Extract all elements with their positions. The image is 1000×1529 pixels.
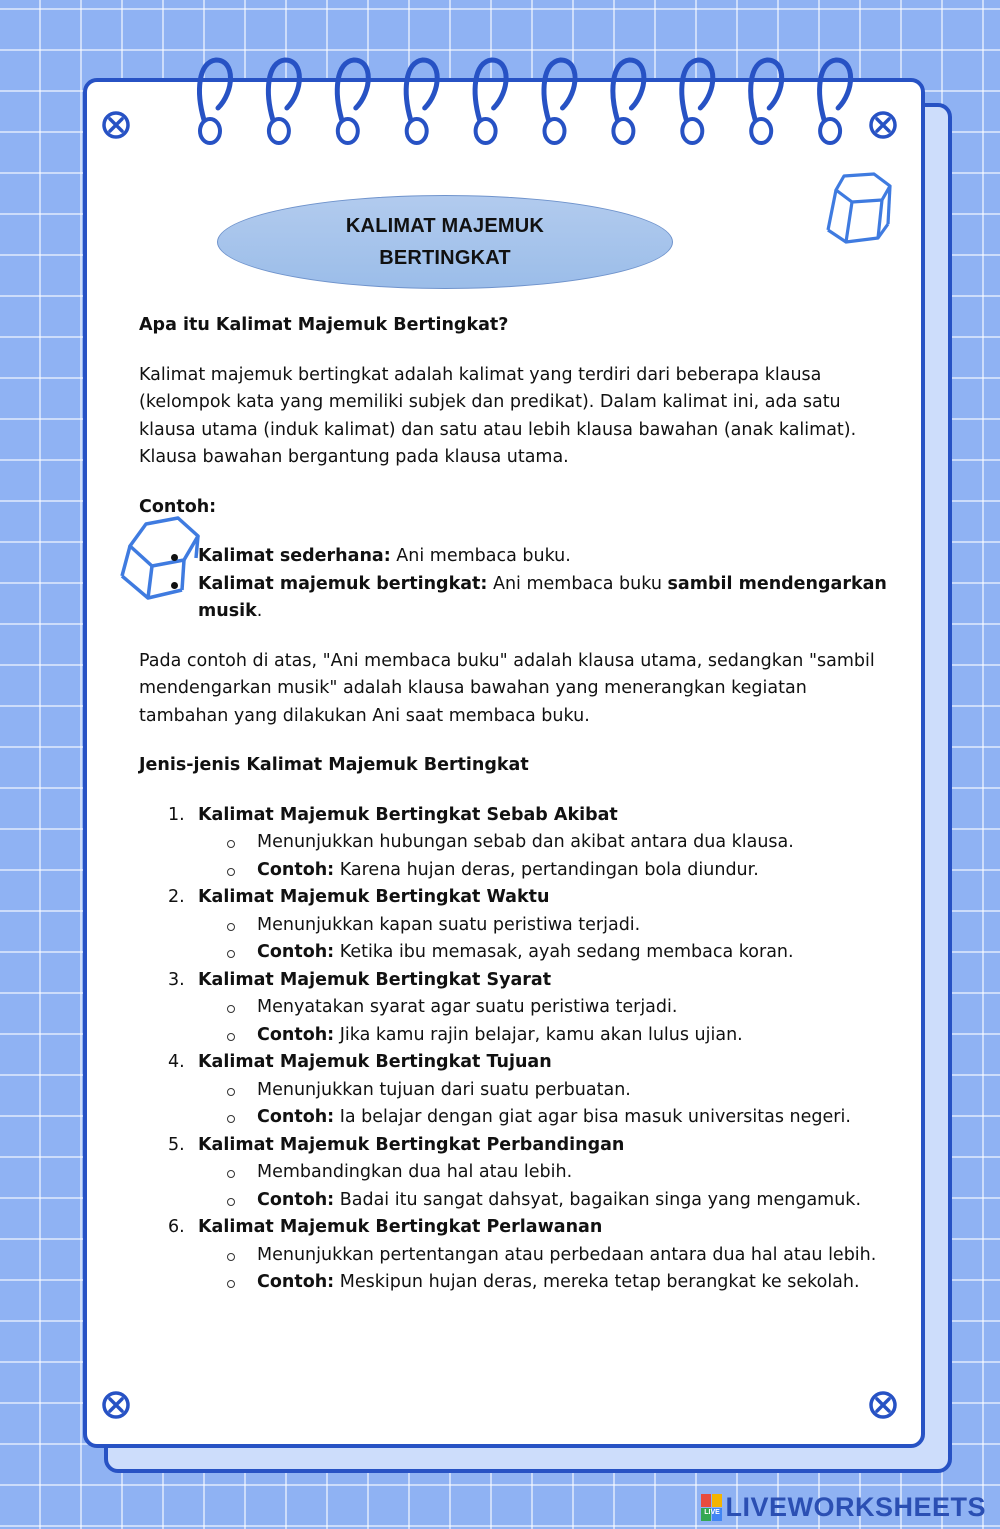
type-item <box>139 1132 899 1215</box>
types-list <box>139 802 899 1297</box>
type-number: 1. <box>168 804 185 825</box>
example-label: Contoh: <box>257 1189 335 1210</box>
description-text: Menunjukkan hubungan sebab dan akibat antara dua klausa. <box>257 832 794 852</box>
description-text: Membandingkan dua hal atau lebih. <box>257 1162 573 1182</box>
type-details <box>198 994 899 1049</box>
svg-text:LIVE: LIVE <box>704 1508 721 1516</box>
example-label: Kalimat majemuk bertingkat: <box>198 573 488 594</box>
type-description <box>198 829 899 857</box>
type-number: 6. <box>168 1217 185 1237</box>
title-banner <box>217 195 673 289</box>
description-text: Menunjukkan pertentangan atau perbedaan antara dua hal atau lebih. <box>257 1244 877 1265</box>
example-list <box>139 543 899 626</box>
type-example <box>198 1104 899 1132</box>
example-text: Badai itu sangat dahsyat, bagaikan singa yang mengamuk. <box>334 1189 862 1210</box>
type-details <box>198 1242 899 1297</box>
type-item <box>139 884 899 967</box>
types-heading: Jenis-jenis Kalimat Majemuk Bertingkat <box>139 755 529 775</box>
liveworksheets-brand <box>701 1492 986 1523</box>
type-description <box>198 1242 899 1270</box>
type-example <box>198 1269 899 1297</box>
title-line-2: BERTINGKAT <box>379 247 511 269</box>
liveworksheets-logo-icon <box>701 1494 723 1522</box>
type-item <box>139 1214 899 1297</box>
type-example <box>198 939 899 967</box>
type-number: 2. <box>168 887 185 907</box>
type-number: 5. <box>168 1134 185 1155</box>
example-text: Ani membaca buku <box>487 573 668 594</box>
list-item <box>139 571 899 626</box>
example-label: Kalimat sederhana: <box>198 546 391 566</box>
example-text: Ketika ibu memasak, ayah sedang membaca koran. <box>334 942 794 962</box>
screw-icon <box>99 1388 133 1422</box>
example-label: Contoh: <box>257 859 335 880</box>
description-text: Menunjukkan kapan suatu peristiwa terjadi. <box>257 914 641 935</box>
example-tail: . <box>256 601 263 621</box>
type-details <box>198 829 899 884</box>
example-text: Ani membaca buku. <box>390 546 571 566</box>
example-label: Contoh: <box>257 942 335 962</box>
type-details <box>198 1077 899 1132</box>
type-item <box>139 802 899 885</box>
type-example <box>198 1022 899 1050</box>
screw-icon <box>866 108 900 142</box>
example-bold-clause: sambil mendengarkan musik <box>198 573 887 621</box>
intro-heading: Apa itu Kalimat Majemuk Bertingkat? <box>139 315 509 335</box>
type-details <box>198 1159 899 1214</box>
type-name: Kalimat Majemuk Bertingkat Sebab Akibat <box>198 804 618 825</box>
example-label: Contoh: <box>257 1107 335 1127</box>
type-name: Kalimat Majemuk Bertingkat Waktu <box>198 887 550 907</box>
example-explanation: Pada contoh di atas, "Ani membaca buku" adalah klausa utama, sedangkan "sambil mendengarkan musik" adalah klausa bawahan yang menerangkan kegiatan tambahan yang dilakukan Ani saat membaca buku. <box>139 650 875 726</box>
type-name: Kalimat Majemuk Bertingkat Perbandingan <box>198 1134 625 1155</box>
type-description <box>198 912 899 940</box>
example-label: Contoh: <box>257 1272 335 1292</box>
type-name: Kalimat Majemuk Bertingkat Tujuan <box>198 1052 552 1072</box>
title-line-1: KALIMAT MAJEMUK <box>345 215 545 237</box>
description-text: Menunjukkan tujuan dari suatu perbuatan. <box>257 1079 631 1100</box>
type-description <box>198 994 899 1022</box>
type-example <box>198 857 899 885</box>
type-name: Kalimat Majemuk Bertingkat Syarat <box>198 969 552 990</box>
example-label: Contoh: <box>257 1024 335 1045</box>
type-name: Kalimat Majemuk Bertingkat Perlawanan <box>198 1217 603 1237</box>
screw-icon <box>99 108 133 142</box>
screw-icon <box>866 1388 900 1422</box>
example-text: Karena hujan deras, pertandingan bola diundur. <box>334 859 759 880</box>
type-details <box>198 912 899 967</box>
list-item <box>139 543 899 571</box>
example-text: Meskipun hujan deras, mereka tetap berangkat ke sekolah. <box>334 1272 860 1292</box>
type-description <box>198 1077 899 1105</box>
description-text: Menyatakan syarat agar suatu peristiwa terjadi. <box>257 997 678 1017</box>
example-heading: Contoh: <box>139 496 217 517</box>
type-number: 4. <box>168 1052 185 1072</box>
document-body <box>139 312 899 1297</box>
example-text: Jika kamu rajin belajar, kamu akan lulus ujian. <box>334 1024 743 1045</box>
intro-paragraph: Kalimat majemuk bertingkat adalah kalimat yang terdiri dari beberapa klausa (kelompok kata yang memiliki subjek dan predikat). Dalam kalimat ini, ada satu klausa utama (induk kalimat) dan satu atau lebih klausa bawahan (anak kalimat). Klausa bawahan bergantung pada klausa utama. <box>139 364 857 467</box>
hexagonal-prism-icon <box>822 168 898 248</box>
type-item <box>139 967 899 1050</box>
type-example <box>198 1187 899 1215</box>
type-item <box>139 1049 899 1132</box>
type-description <box>198 1159 899 1187</box>
example-text: Ia belajar dengan giat agar bisa masuk universitas negeri. <box>334 1107 851 1127</box>
brand-text: LIVEWORKSHEETS <box>725 1492 986 1522</box>
type-number: 3. <box>168 969 185 990</box>
